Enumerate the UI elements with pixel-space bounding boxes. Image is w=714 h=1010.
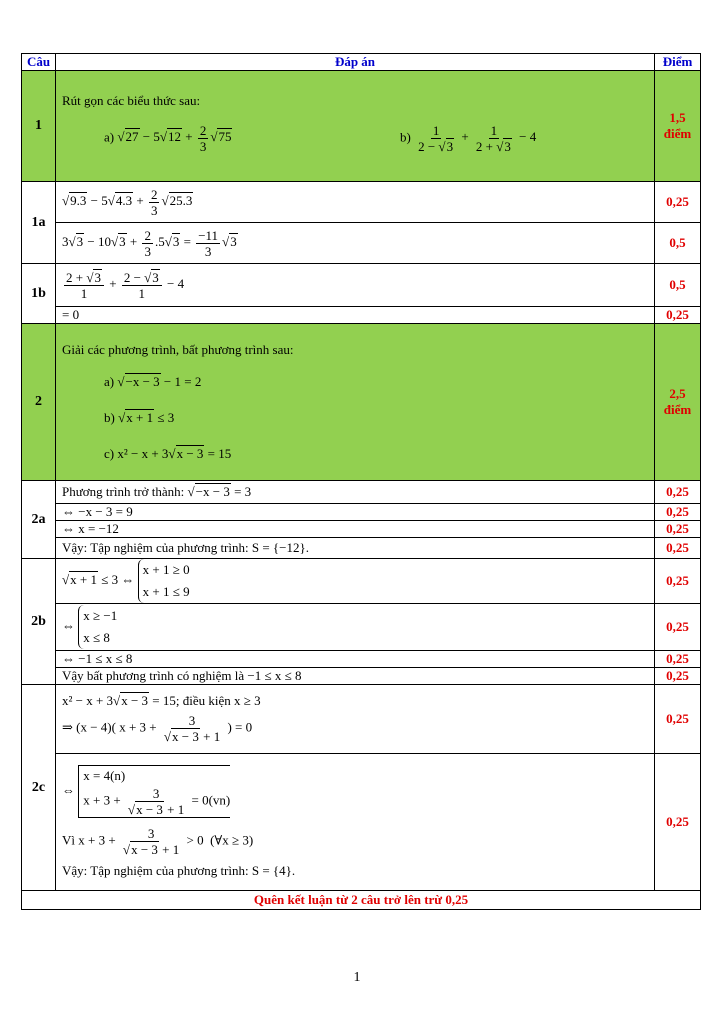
header-diem: Điểm (655, 54, 701, 71)
answer-1b-step1: $\frac{2 + √3}{1}$ + $\frac{2 - √3}{1}$ − 4 (56, 264, 655, 307)
answer-2b-row (22, 604, 701, 651)
points-2b-2: 0,25 (655, 604, 701, 651)
question-number: 1 (22, 71, 56, 182)
footer-note: Quên kết luận từ 2 câu trở lên trừ 0,25 (22, 891, 701, 910)
points-1b-step1: 0,5 (655, 264, 701, 307)
answer-2a-row (22, 481, 701, 504)
answer-2b-line3: ⇔ −1 ≤ x ≤ 8 (56, 651, 655, 668)
points-2b-4: 0,25 (655, 668, 701, 685)
answer-2b-line2: ⇔ x ≥ −1 x ≤ 8 (56, 604, 655, 651)
points-1b-step2: 0,25 (655, 307, 701, 324)
answer-2b-row (22, 559, 701, 604)
answer-2c-step1: x² − x + 3√x − 3 = 15; điều kiện x ≥ 3 ⇒ (x − 4)( x + 3 + $\frac{3}{√x - 3 + 1}$ ) = 0 (56, 685, 655, 754)
q1-part-a: a) √27 − 5√12 + $\frac{2}{3}$ √75 (104, 122, 232, 154)
answer-1b-row (22, 307, 701, 324)
answer-2b-row (22, 668, 701, 685)
answer-2c-row (22, 754, 701, 891)
q2-part-c: c) x² − x + 3√x − 3 = 15 (104, 446, 232, 461)
header-cau: Câu (22, 54, 56, 71)
question-number: 1a (22, 182, 56, 264)
question-number: 2c (22, 685, 56, 891)
points-1a-step2: 0,5 (655, 223, 701, 264)
answer-2c-row (22, 685, 701, 754)
answer-2c-step2: ⇔ x = 4(n) x + 3 + $\frac{3}{√x - 3 + 1}$ = 0(vn) Vì x + 3 + $\frac{3}{√x - 3 + 1}$ > 0 (∀x ≥ 3) Vậy: Tập nghiệm của phương trình: S = {4}. (56, 754, 655, 891)
answer-2a-line3: ⇔ x = −12 (56, 521, 655, 538)
answer-2a-row (22, 504, 701, 521)
table-header-row (22, 54, 701, 71)
footer-note-row (22, 891, 701, 910)
points-2c-1: 0,25 (655, 685, 701, 754)
points-2a-4: 0,25 (655, 538, 701, 559)
points-q1: 1,5 điểm (655, 71, 701, 182)
q1-part-b: b) $\frac{1}{2 - √3}$ + $\frac{1}{2 + √3}$ − 4 (400, 122, 537, 154)
grading-table (21, 53, 701, 910)
question-prompt: Giải các phương trình, bất phương trình sau: (62, 342, 294, 357)
points-1a-step1: 0,25 (655, 182, 701, 223)
question-1-row (22, 71, 701, 182)
answer-2a-line2: ⇔ −x − 3 = 9 (56, 504, 655, 521)
answer-1a-step1: √9.3 − 5√4.3 + $\frac{2}{3}$ √25.3 (56, 182, 655, 223)
question-number: 2a (22, 481, 56, 559)
answer-1a-row (22, 223, 701, 264)
question-number: 1b (22, 264, 56, 324)
answer-2a-line4: Vậy: Tập nghiệm của phương trình: S = {−12}. (56, 538, 655, 559)
q2-part-b: b) √x + 1 ≤ 3 (104, 410, 175, 425)
answer-2a-row (22, 521, 701, 538)
question-1-content (56, 71, 655, 182)
points-2a-1: 0,25 (655, 481, 701, 504)
question-2-row (22, 324, 701, 481)
points-2c-2: 0,25 (655, 754, 701, 891)
question-2-content (56, 324, 655, 481)
answer-1b-step2: = 0 (56, 307, 655, 324)
points-2a-2: 0,25 (655, 504, 701, 521)
points-2a-3: 0,25 (655, 521, 701, 538)
points-q2: 2,5 điểm (655, 324, 701, 481)
header-dap-an: Đáp án (56, 54, 655, 71)
answer-2b-line4: Vậy bất phương trình có nghiệm là −1 ≤ x ≤ 8 (56, 668, 655, 685)
answer-2a-line1: Phương trình trở thành: √−x − 3 = 3 (56, 481, 655, 504)
answer-2b-row (22, 651, 701, 668)
question-number: 2 (22, 324, 56, 481)
question-number: 2b (22, 559, 56, 685)
points-2b-1: 0,25 (655, 559, 701, 604)
answer-1b-row (22, 264, 701, 307)
answer-1a-step2: 3√3 − 10√3 + $\frac{2}{3}$ .5√3 = $\frac{-11}{3}$ √3 (56, 223, 655, 264)
answer-1a-row (22, 182, 701, 223)
q2-part-a: a) √−x − 3 − 1 = 2 (104, 374, 202, 389)
question-prompt: Rút gọn các biểu thức sau: (62, 92, 201, 108)
page-number: 1 (353, 970, 361, 985)
answer-2a-row (22, 538, 701, 559)
points-2b-3: 0,25 (655, 651, 701, 668)
answer-2b-line1: √x + 1 ≤ 3 ⇔ x + 1 ≥ 0 x + 1 ≤ 9 (56, 559, 655, 604)
